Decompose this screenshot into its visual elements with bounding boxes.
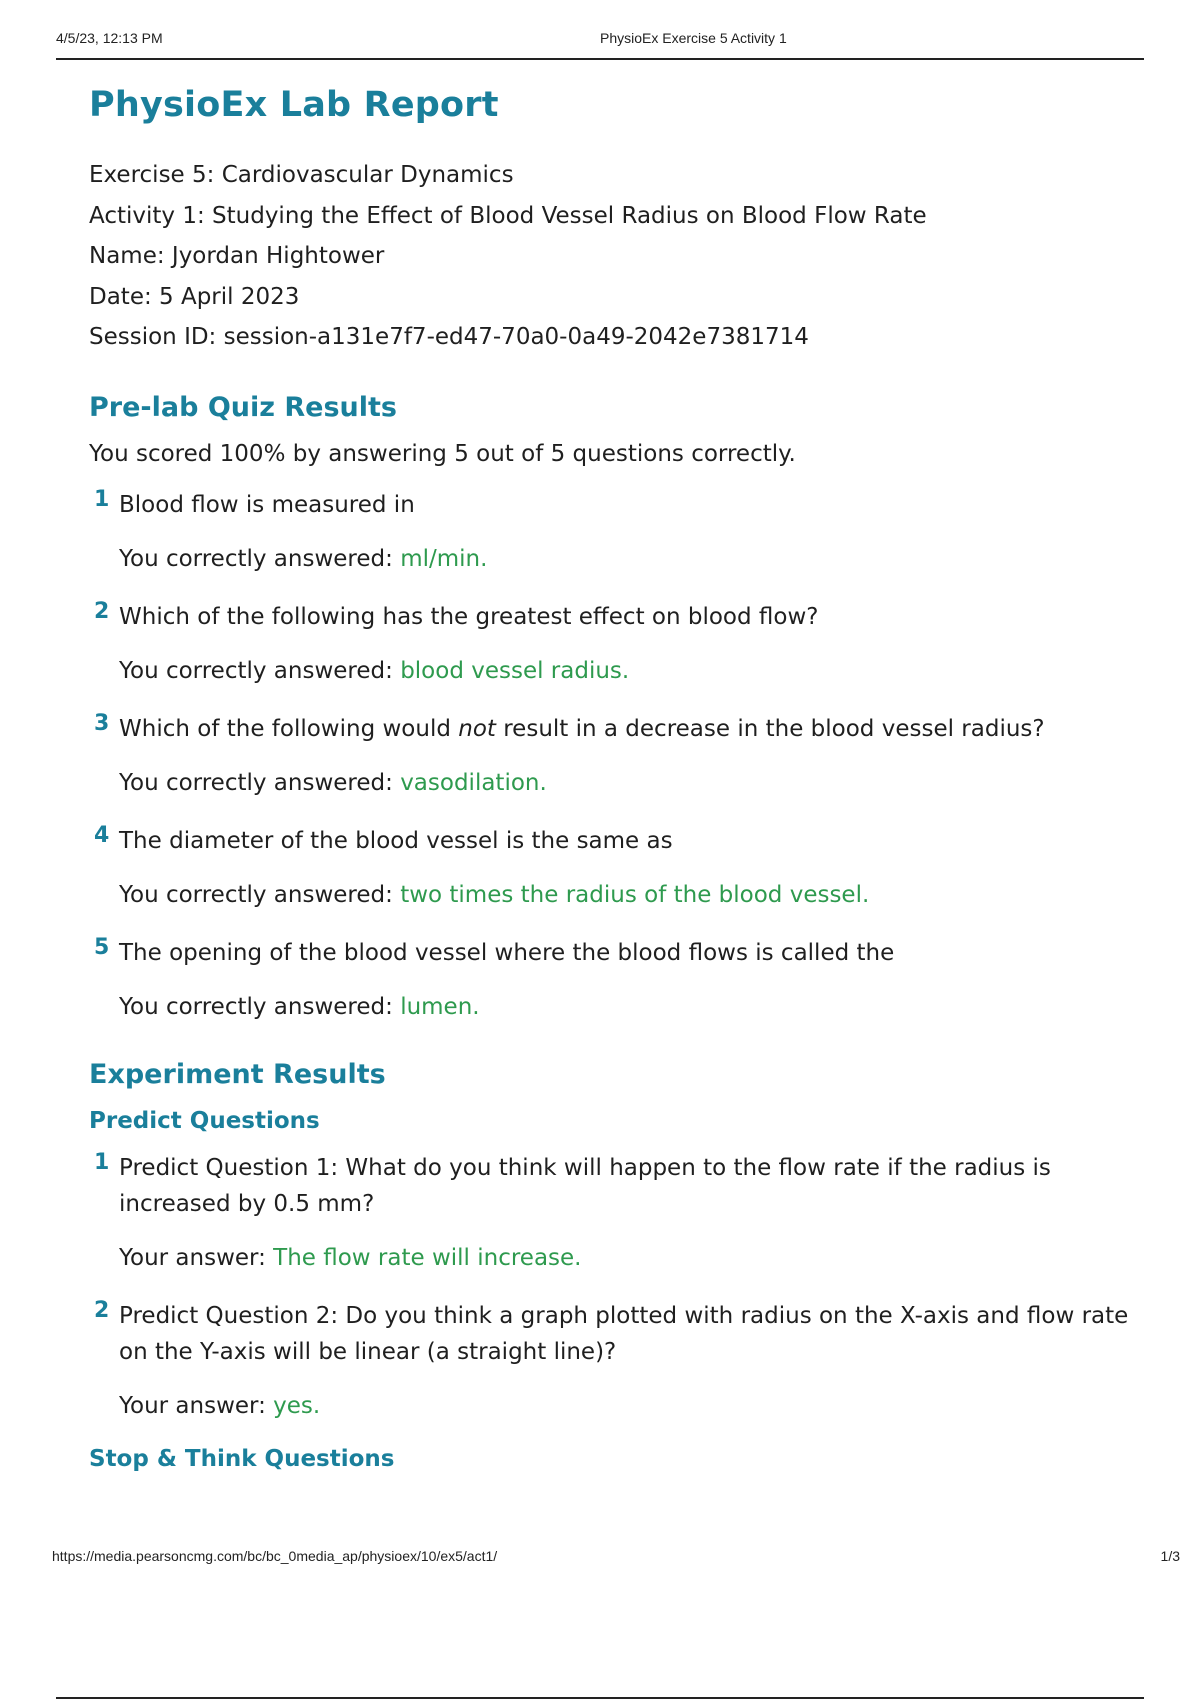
session-id-line: Session ID: session-a131e7f7-ed47-70a0-0a49-2042e7381714 — [89, 324, 809, 350]
question-number: 1 — [94, 1149, 110, 1175]
print-header — [56, 28, 1144, 60]
prelab-question-3 — [89, 711, 1149, 801]
answer-line — [119, 1388, 1149, 1424]
page-url: https://media.pearsoncmg.com/bc/bc_0media_ap/physioex/10/ex5/act1/ — [52, 1548, 498, 1564]
page-number: 1/3 — [1160, 1548, 1180, 1564]
stop-think-heading: Stop & Think Questions — [89, 1445, 395, 1472]
question-text-start: Which of the following would — [119, 715, 459, 742]
question-number: 1 — [94, 486, 110, 512]
print-page-title: PhysioEx Exercise 5 Activity 1 — [600, 30, 787, 46]
answer-line — [119, 541, 1149, 577]
answer-line — [119, 1240, 1149, 1276]
name-line: Name: Jyordan Hightower — [89, 243, 385, 269]
answer-prefix: You correctly answered: — [119, 545, 401, 572]
prelab-question-2 — [89, 599, 1149, 689]
answer-prefix: You correctly answered: — [119, 993, 401, 1020]
prelab-question-5 — [89, 935, 1149, 1025]
question-text — [119, 711, 1149, 747]
answer-prefix: You correctly answered: — [119, 769, 401, 796]
print-datetime: 4/5/23, 12:13 PM — [56, 30, 163, 46]
question-number: 4 — [94, 822, 110, 848]
question-text-end: result in a decrease in the blood vessel radius? — [495, 715, 1045, 742]
question-text: Predict Question 1: What do you think will happen to the flow rate if the radius is increased by 0.5 mm? — [119, 1154, 1051, 1217]
answer-value: two times the radius of the blood vessel. — [400, 881, 870, 908]
answer-line — [119, 653, 1149, 689]
prelab-heading: Pre-lab Quiz Results — [89, 391, 397, 423]
prelab-question-1 — [89, 487, 1149, 577]
answer-line — [119, 765, 1149, 801]
answer-value: ml/min. — [400, 545, 488, 572]
question-text: Which of the following has the greatest effect on blood flow? — [119, 603, 819, 630]
answer-prefix: You correctly answered: — [119, 881, 401, 908]
report-meta — [89, 155, 1149, 358]
answer-prefix: Your answer: — [119, 1244, 274, 1271]
exercise-line: Exercise 5: Cardiovascular Dynamics — [89, 162, 514, 188]
predict-questions-heading: Predict Questions — [89, 1107, 320, 1134]
answer-value: vasodilation. — [400, 769, 547, 796]
print-footer — [52, 1548, 1180, 1564]
prelab-score: You scored 100% by answering 5 out of 5 questions correctly. — [89, 440, 796, 467]
predict-question-2 — [89, 1298, 1149, 1424]
question-number: 2 — [94, 1297, 110, 1323]
predict-question-1 — [89, 1150, 1149, 1276]
question-number: 5 — [94, 934, 110, 960]
answer-value: blood vessel radius. — [400, 657, 630, 684]
question-text: The opening of the blood vessel where the blood flows is called the — [119, 939, 895, 966]
question-text: The diameter of the blood vessel is the same as — [119, 827, 673, 854]
date-line: Date: 5 April 2023 — [89, 283, 300, 310]
bottom-divider — [56, 1697, 1144, 1699]
experiment-results-heading: Experiment Results — [89, 1058, 386, 1090]
prelab-question-4 — [89, 823, 1149, 913]
answer-prefix: You correctly answered: — [119, 657, 401, 684]
question-number: 2 — [94, 598, 110, 624]
question-number: 3 — [94, 710, 110, 736]
answer-line — [119, 877, 1149, 913]
answer-value: lumen. — [400, 993, 480, 1020]
activity-line: Activity 1: Studying the Effect of Blood Vessel Radius on Blood Flow Rate — [89, 202, 927, 229]
question-emphasis: not — [458, 715, 496, 742]
answer-value: yes. — [273, 1392, 321, 1419]
report-content — [89, 85, 1149, 1488]
question-text: Blood flow is measured in — [119, 491, 415, 518]
answer-line — [119, 989, 1149, 1025]
question-text: Predict Question 2: Do you think a graph plotted with radius on the X-axis and flow rate on the Y-axis will be linear (a straight line)? — [119, 1302, 1129, 1365]
answer-prefix: Your answer: — [119, 1392, 274, 1419]
answer-value: The flow rate will increase. — [273, 1244, 582, 1271]
report-title: PhysioEx Lab Report — [89, 85, 499, 125]
